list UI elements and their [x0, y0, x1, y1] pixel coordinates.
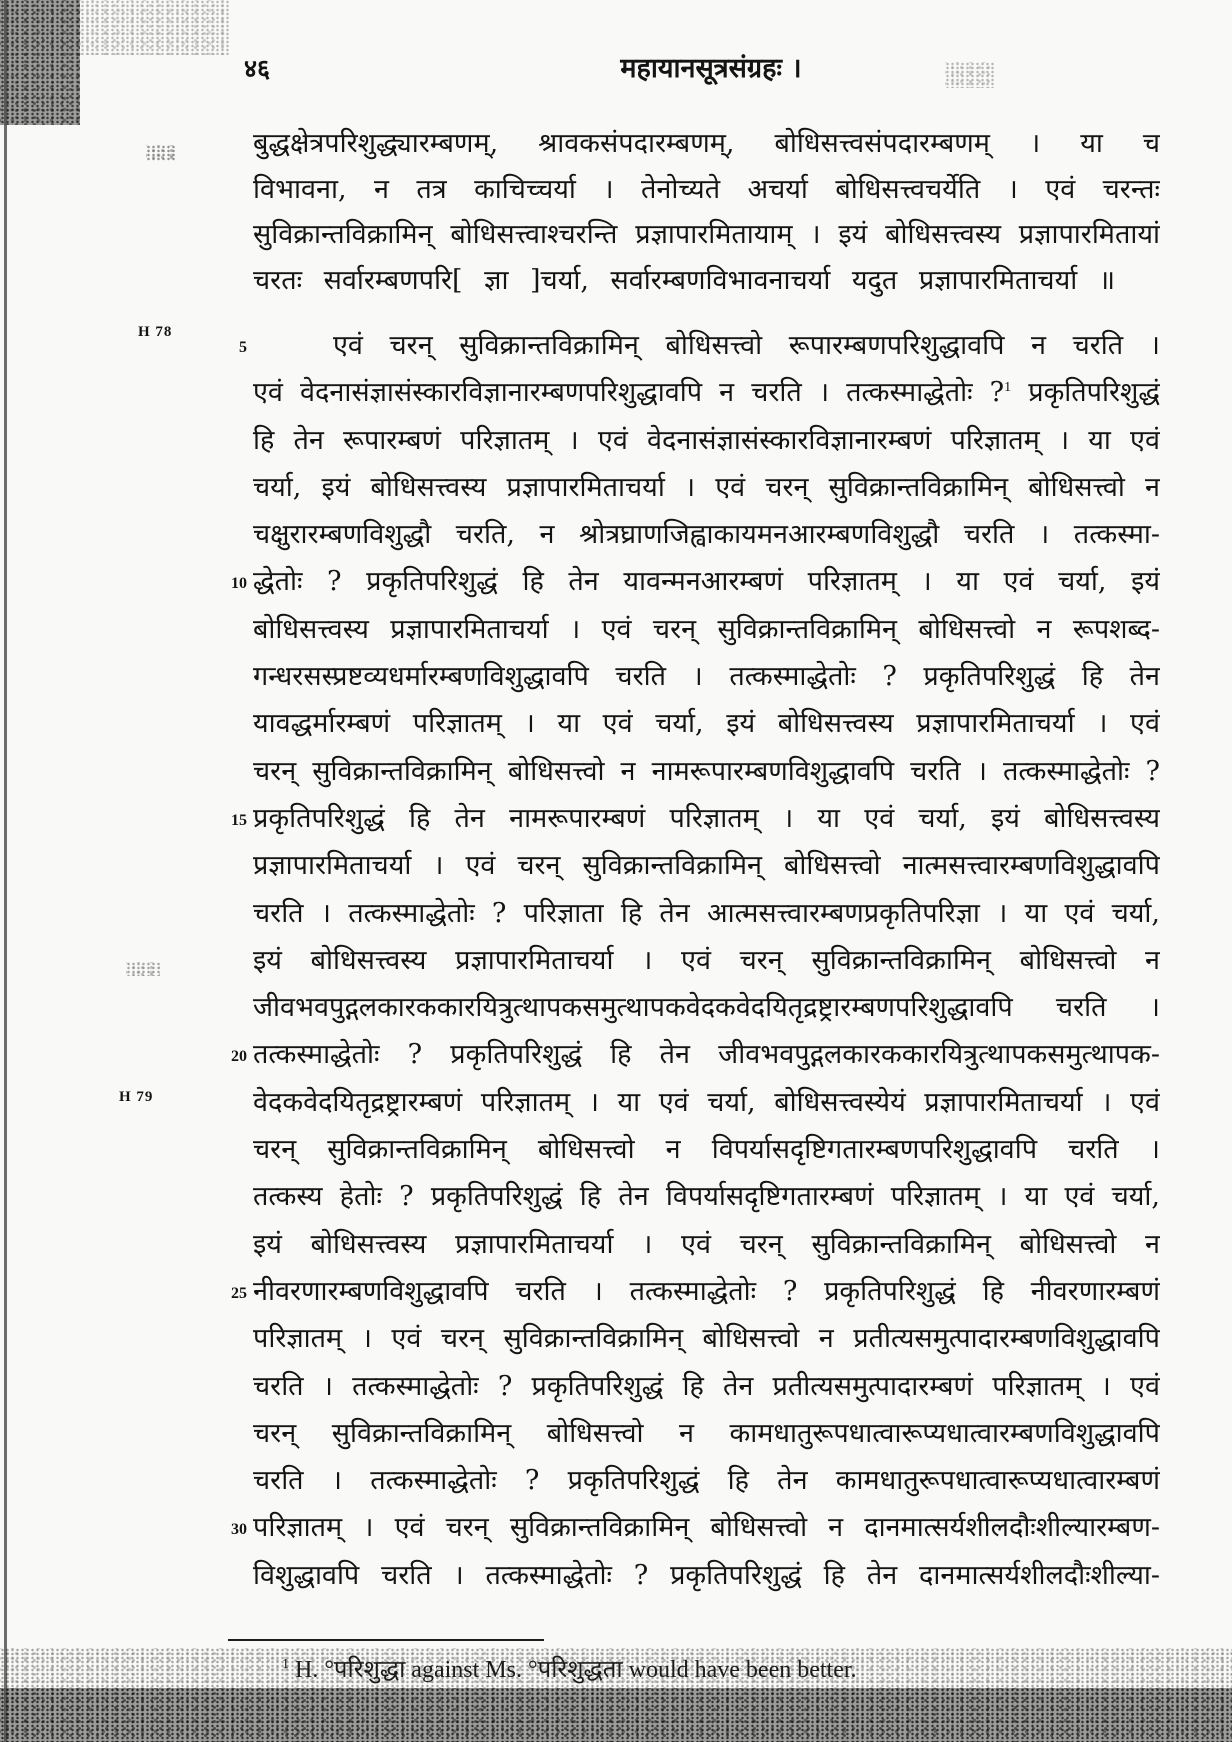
line-text: परिज्ञातम् । एवं चरन् सुविक्रान्तविक्रामिन् बोधिसत्त्वो न दानमात्सर्यशीलदौःशील्यारम्बण-	[253, 1512, 1160, 1544]
scan-noise-bottom-dark	[0, 1688, 1232, 1742]
text-line	[138, 322, 1160, 369]
footnote-separator-rule	[228, 1639, 544, 1641]
text-line	[253, 1126, 1160, 1173]
line-text: विशुद्धावपि चरति । तत्कस्माद्धेतोः ? प्रकृतिपरिशुद्धं हि तेन दानमात्सर्यशीलदौःशील्या-	[253, 1559, 1160, 1591]
line-text: इयं बोधिसत्त्वस्य प्रज्ञापारमिताचर्या । एवं चरन् सुविक्रान्तविक्रामिन् बोधिसत्त्वो न	[253, 944, 1160, 976]
text-line	[253, 606, 1160, 653]
line-text: चरति । तत्कस्माद्धेतोः ? परिज्ञाता हि तेन आत्मसत्त्वारम्बणप्रकृतिपरिज्ञा । या एवं चर्या,	[253, 897, 1160, 929]
line-text: नीवरणारम्बणविशुद्धावपि चरति । तत्कस्माद्धेतोः ? प्रकृतिपरिशुद्धं हि नीवरणारम्बणं	[253, 1275, 1160, 1307]
text-line	[253, 212, 1160, 258]
text-line	[253, 167, 1160, 213]
margin-reference-h79: H 79	[119, 1088, 154, 1105]
line-text: तत्कस्य हेतोः ? प्रकृतिपरिशुद्धं हि तेन विपर्यासदृष्टिगतारम्बणं परिज्ञातम् । या एवं चर्या,	[253, 1181, 1160, 1213]
line-text: यावद्धर्मारम्बणं परिज्ञातम् । या एवं चर्या, इयं बोधिसत्त्वस्य प्रज्ञापारमिताचर्या । एवं	[253, 708, 1160, 740]
line-text-part: एवं वेदनासंज्ञासंस्कारविज्ञानारम्बणपरिशुद्धावपि न चरति । तत्कस्माद्धेतोः ?	[253, 377, 1005, 409]
footnote-text: H. °परिशुद्धा against Ms. °परिशुद्धता would have been better.	[295, 1657, 857, 1683]
scan-noise-top-left	[0, 0, 80, 125]
line-number-5: 5	[239, 339, 247, 356]
line-text: इयं बोधिसत्त्वस्य प्रज्ञापारमिताचर्या । एवं चरन् सुविक्रान्तविक्रामिन् बोधिसत्त्वो न	[253, 1228, 1160, 1260]
text-line	[253, 842, 1160, 889]
text-line	[253, 121, 1160, 167]
line-text-part: प्रकृतिपरिशुद्धं	[1011, 377, 1160, 409]
text-line	[253, 1315, 1160, 1362]
footnote-marker: 1	[282, 1657, 289, 1672]
line-text: चरति । तत्कस्माद्धेतोः ? प्रकृतिपरिशुद्धं हि तेन कामधातुरूपधात्वारूप्यधात्वारम्बणं	[253, 1465, 1160, 1497]
line-number-25: 25	[231, 1284, 247, 1302]
text-line	[253, 937, 1160, 984]
line-text: गन्धरसस्प्रष्टव्यधर्मारम्बणविशुद्धावपि चरति । तत्कस्माद्धेतोः ? प्रकृतिपरिशुद्धं हि तेन	[253, 661, 1160, 693]
margin-reference-h78: H 78	[138, 324, 173, 340]
text-block-paragraph	[119, 322, 1160, 1599]
page-number: ४६	[244, 54, 271, 83]
line-text: बोधिसत्त्वस्य प्रज्ञापारमिताचर्या । एवं चरन् सुविक्रान्तविक्रामिन् बोधिसत्त्वो न रूपशब्द-	[253, 613, 1160, 645]
line-text: चरति । तत्कस्माद्धेतोः ? प्रकृतिपरिशुद्धं हि तेन प्रतीत्यसमुत्पादारम्बणं परिज्ञातम् । एवं	[253, 1370, 1160, 1402]
footnote	[282, 1652, 1082, 1688]
text-line	[231, 1268, 1160, 1315]
text-line	[231, 1031, 1160, 1078]
text-line	[253, 258, 1160, 304]
scan-noise-top-left-light	[80, 0, 230, 55]
line-text: हि तेन रूपारम्बणं परिज्ञातम् । एवं वेदनासंज्ञासंस्कारविज्ञानारम्बणं परिज्ञातम् । या एवं	[253, 424, 1160, 456]
text-line	[253, 511, 1160, 558]
text-line	[231, 795, 1160, 842]
footnote-reference: 1	[1004, 380, 1012, 396]
line-text: विभावना, न तत्र काचिच्चर्या । तेनोच्यते अचर्या बोधिसत्त्वचर्येति । एवं चरन्तः	[253, 173, 1160, 205]
line-number-10: 10	[231, 575, 247, 593]
text-line	[253, 417, 1160, 464]
text-line	[253, 1221, 1160, 1268]
line-text: प्रकृतिपरिशुद्धं हि तेन नामरूपारम्बणं परिज्ञातम् । या एवं चर्या, इयं बोधिसत्त्वस्य	[253, 802, 1160, 834]
text-line	[253, 1410, 1160, 1457]
text-line	[253, 1457, 1160, 1504]
line-text: चरन् सुविक्रान्तविक्रामिन् बोधिसत्त्वो न नामरूपारम्बणविशुद्धावपि चरति । तत्कस्माद्धेतोः ?	[253, 755, 1160, 787]
line-text	[253, 369, 1160, 416]
text-line	[119, 1079, 1160, 1126]
text-line	[253, 1173, 1160, 1220]
line-text: सुविक्रान्तविक्रामिन् बोधिसत्त्वाश्चरन्ति प्रज्ञापारमितायाम् । इयं बोधिसत्त्वस्य प्रज्ञापारमितायां	[253, 219, 1160, 250]
scan-edge-left	[4, 0, 7, 1742]
line-text: परिज्ञातम् । एवं चरन् सुविक्रान्तविक्रामिन् बोधिसत्त्वो न प्रतीत्यसमुत्पादारम्बणविशुद्धावपि	[253, 1323, 1160, 1355]
text-line	[253, 890, 1160, 937]
line-text: प्रज्ञापारमिताचर्या । एवं चरन् सुविक्रान्तविक्रामिन् बोधिसत्त्वो नात्मसत्त्वारम्बणविशुद्धावपि	[253, 850, 1160, 882]
text-line	[253, 464, 1160, 511]
line-text: द्धेतोः ? प्रकृतिपरिशुद्धं हि तेन यावन्मनआरम्बणं परिज्ञातम् । या एवं चर्या, इयं	[253, 566, 1160, 598]
text-line	[253, 1552, 1160, 1599]
line-text: चरतः सर्वारम्बणपरि[ ज्ञा ]चर्या, सर्वारम्बणविभावनाचर्या यदुत प्रज्ञापारमिताचर्या ॥	[253, 264, 1115, 296]
line-text: चरन् सुविक्रान्तविक्रामिन् बोधिसत्त्वो न कामधातुरूपधात्वारूप्यधात्वारम्बणविशुद्धावपि	[253, 1417, 1160, 1449]
line-text: चक्षुरारम्बणविशुद्धौ चरति, न श्रोत्रघ्राणजिह्वाकायमनआरम्बणविशुद्धौ चरति । तत्कस्मा-	[253, 519, 1160, 551]
scan-noise-margin	[126, 962, 160, 976]
running-title: महायानसूत्रसंग्रहः ।	[620, 53, 802, 84]
text-line	[253, 748, 1160, 795]
scan-noise-near-title	[945, 62, 995, 88]
text-line	[253, 1363, 1160, 1410]
text-line	[253, 369, 1160, 416]
line-number-15: 15	[231, 811, 247, 829]
text-line	[253, 700, 1160, 747]
line-number-20: 20	[231, 1048, 247, 1066]
line-text: बुद्धक्षेत्रपरिशुद्ध्यारम्बणम्, श्रावकसंपदारम्बणम्, बोधिसत्त्वसंपदारम्बणम् । या च	[253, 128, 1160, 159]
text-line	[231, 558, 1160, 605]
text-line	[231, 1504, 1160, 1551]
scan-noise-margin	[146, 145, 176, 161]
line-text: चरन् सुविक्रान्तविक्रामिन् बोधिसत्त्वो न विपर्यासदृष्टिगतारम्बणपरिशुद्धावपि चरति ।	[253, 1134, 1160, 1166]
line-number-30: 30	[231, 1521, 247, 1539]
line-text: वेदकवेदयितृद्रष्ट्रारम्बणं परिज्ञातम् । या एवं चर्या, बोधिसत्त्वस्येयं प्रज्ञापारमिताचर्या । एवं	[253, 1086, 1160, 1118]
text-line	[253, 984, 1160, 1031]
line-text: चर्या, इयं बोधिसत्त्वस्य प्रज्ञापारमिताचर्या । एवं चरन् सुविक्रान्तविक्रामिन् बोधिसत्त्वो न	[253, 471, 1160, 503]
line-text: जीवभवपुद्गलकारककारयित्रुत्थापकसमुत्थापकवेदकवेदयितृद्रष्ट्रारम्बणपरिशुद्धावपि चरति ।	[253, 992, 1160, 1024]
line-text: एवं चरन् सुविक्रान्तविक्रामिन् बोधिसत्त्वो रूपारम्बणपरिशुद्धावपि न चरति ।	[333, 330, 1160, 361]
text-block-continuation	[253, 121, 1160, 303]
line-text: तत्कस्माद्धेतोः ? प्रकृतिपरिशुद्धं हि तेन जीवभवपुद्गलकारककारयित्रुत्थापकसमुत्थापक-	[253, 1039, 1160, 1071]
text-line	[253, 653, 1160, 700]
